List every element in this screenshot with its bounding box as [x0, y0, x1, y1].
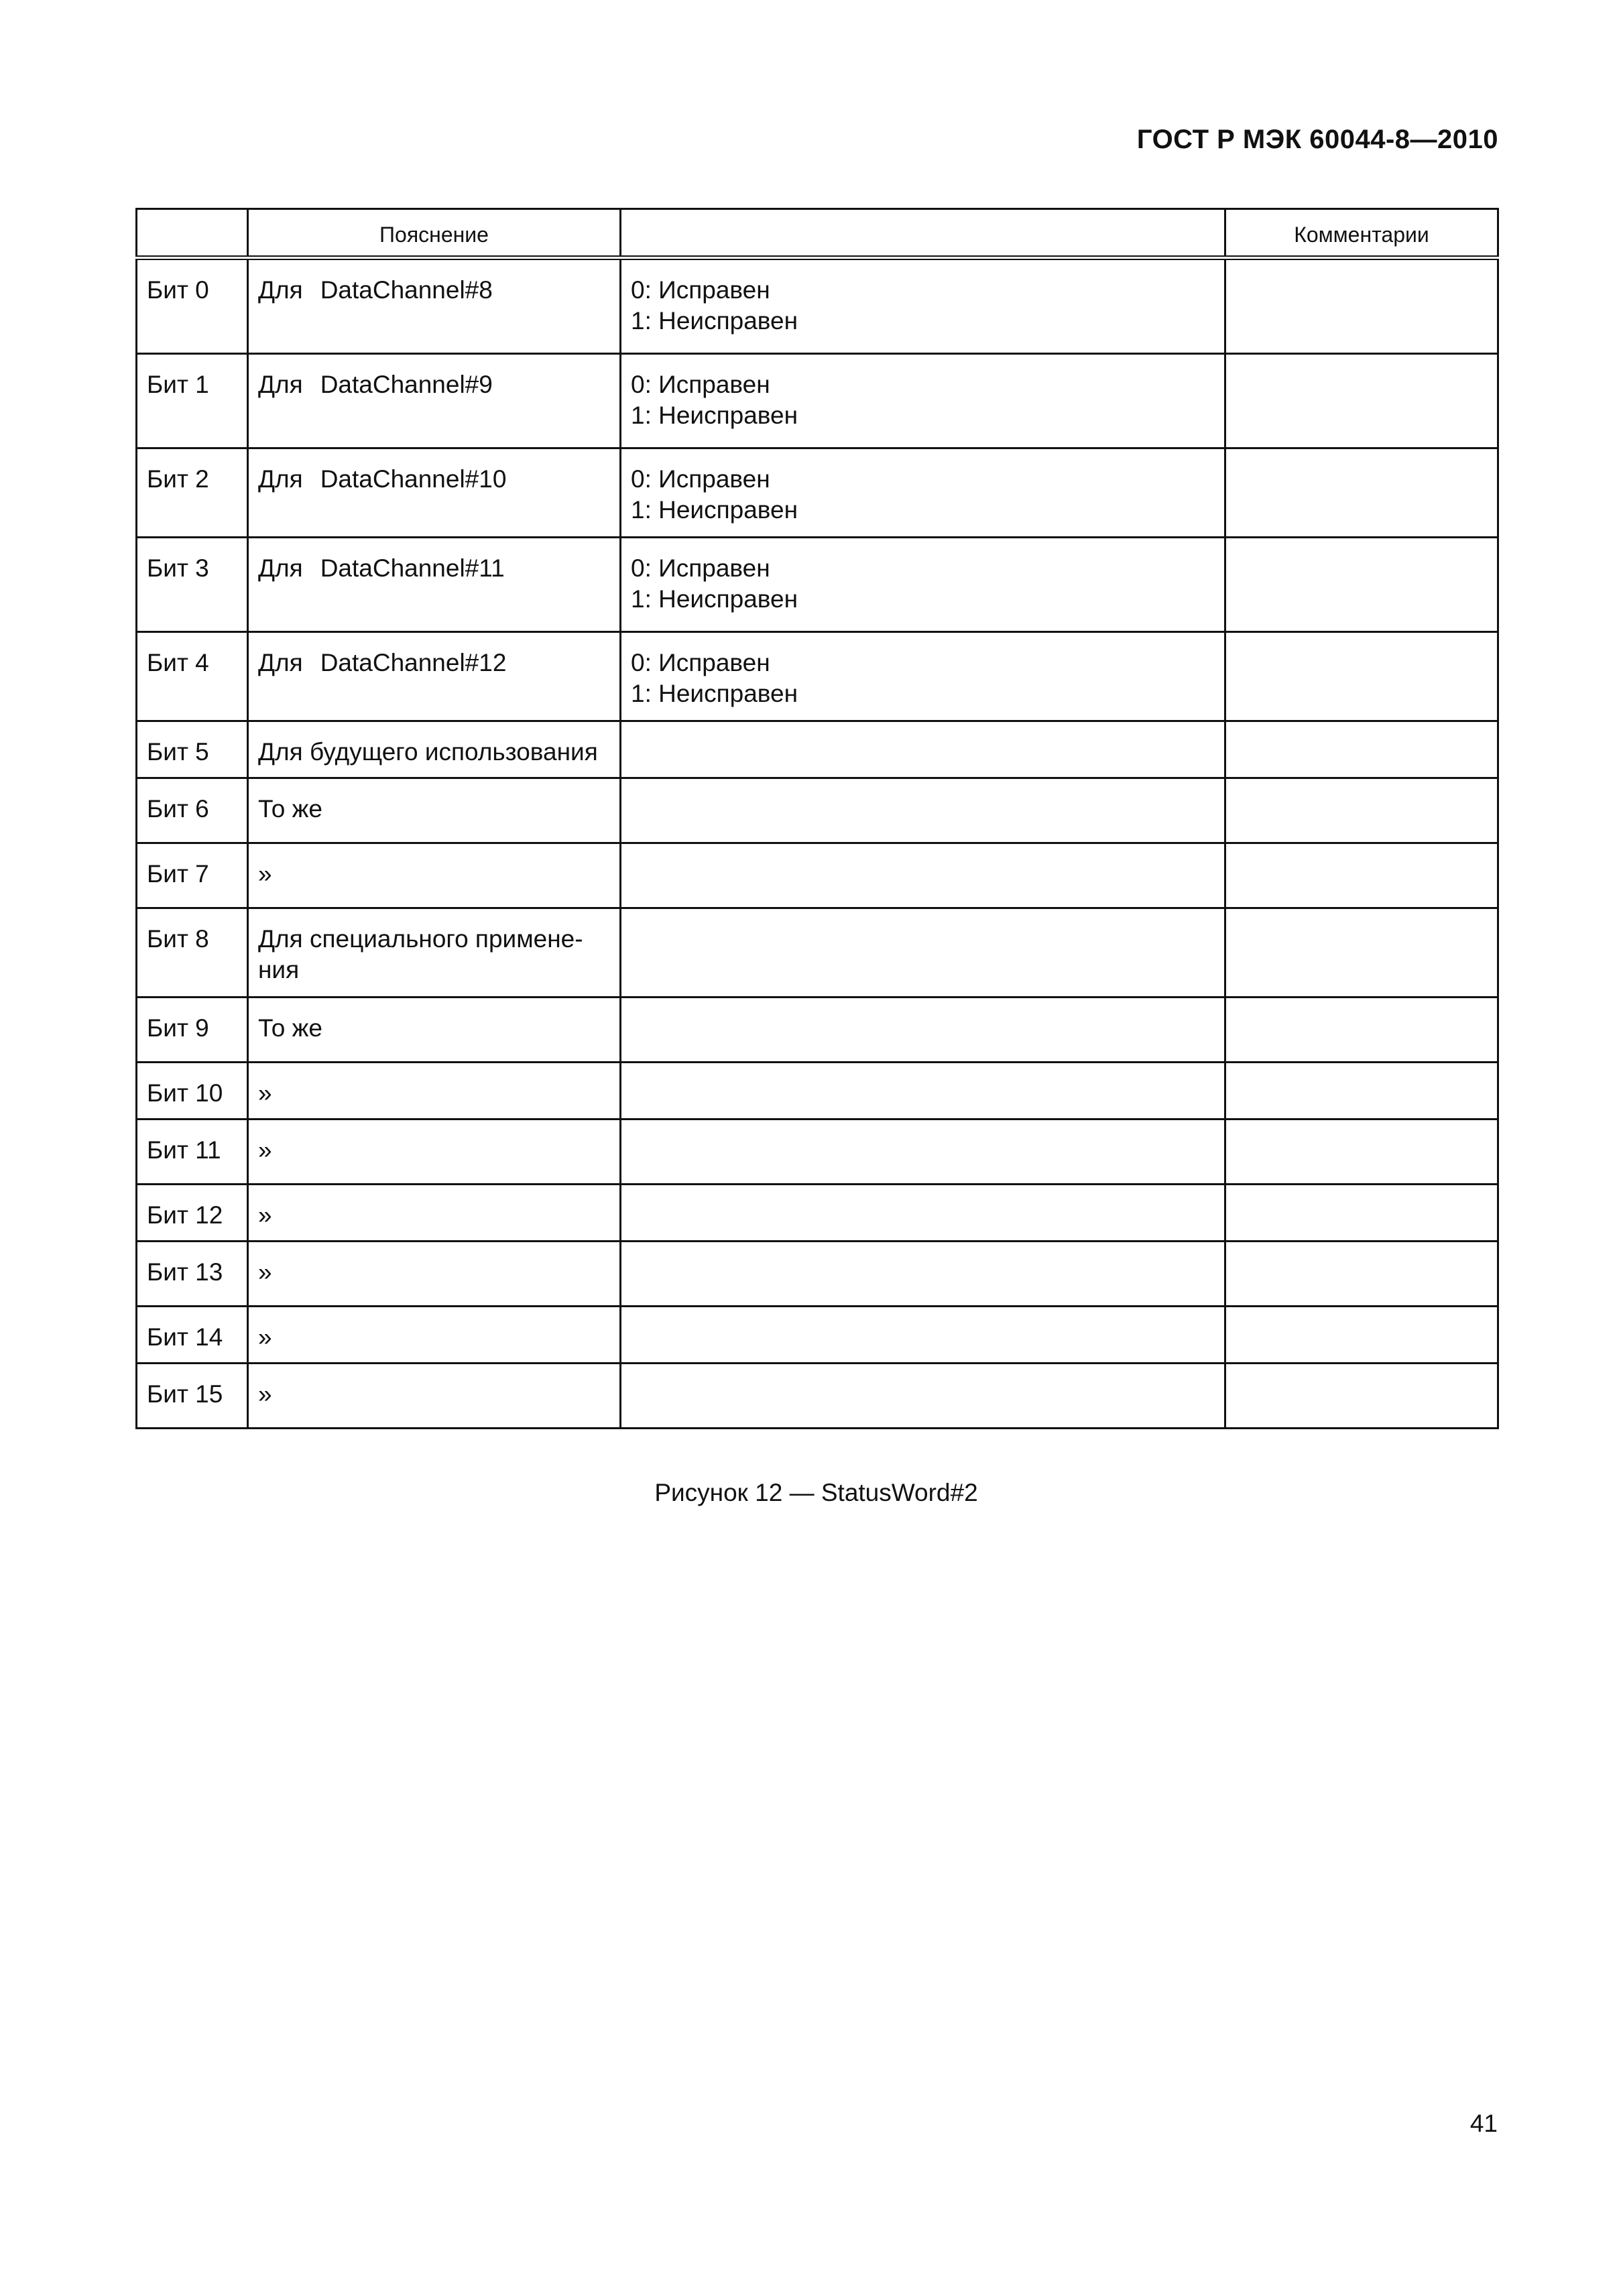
page-number: 41 — [1469, 2110, 1498, 2137]
description-prefix: Для — [258, 554, 303, 582]
values-cell — [621, 1364, 1225, 1429]
comment-cell — [1225, 1242, 1498, 1307]
channel-name: DataChannel#12 — [320, 649, 507, 676]
values-cell — [621, 843, 1225, 908]
value-fault: 1: Неисправен — [631, 585, 798, 613]
column-header-bit — [137, 209, 248, 258]
comment-cell — [1225, 258, 1498, 354]
description-cell: То же — [248, 998, 621, 1063]
table-row — [137, 778, 1498, 843]
description-cell — [248, 538, 621, 632]
comment-cell — [1225, 778, 1498, 843]
description-cell: » — [248, 843, 621, 908]
values-cell — [621, 1307, 1225, 1364]
comment-cell — [1225, 843, 1498, 908]
description-cell: Для будущего использования — [248, 721, 621, 778]
value-fault: 1: Неисправен — [631, 680, 798, 707]
values-cell — [621, 632, 1225, 721]
column-header-explanation: Пояснение — [248, 209, 621, 258]
bit-cell: Бит 6 — [137, 778, 248, 843]
values-cell — [621, 778, 1225, 843]
table-row — [137, 1242, 1498, 1307]
description-cell: » — [248, 1364, 621, 1429]
bit-cell: Бит 1 — [137, 354, 248, 448]
table-row — [137, 721, 1498, 778]
value-fault: 1: Неисправен — [631, 402, 798, 429]
bit-cell: Бит 4 — [137, 632, 248, 721]
channel-name: DataChannel#11 — [320, 554, 505, 582]
column-header-comments: Комментарии — [1225, 209, 1498, 258]
description-cell — [248, 632, 621, 721]
table-row — [137, 1364, 1498, 1429]
values-cell — [621, 1185, 1225, 1242]
bit-cell: Бит 15 — [137, 1364, 248, 1429]
value-ok: 0: Исправен — [631, 465, 770, 493]
description-line-1: Для специального примене- — [258, 925, 583, 953]
bit-cell: Бит 3 — [137, 538, 248, 632]
description-prefix: Для — [258, 465, 303, 493]
comment-cell — [1225, 908, 1498, 998]
table-row — [137, 1063, 1498, 1120]
description-cell — [248, 908, 621, 998]
table-row — [137, 354, 1498, 448]
description-cell: » — [248, 1120, 621, 1185]
values-cell — [621, 721, 1225, 778]
figure-caption: Рисунок 12 — StatusWord#2 — [654, 1479, 978, 1506]
bit-cell: Бит 8 — [137, 908, 248, 998]
comment-cell — [1225, 538, 1498, 632]
description-cell — [248, 354, 621, 448]
table-row — [137, 908, 1498, 998]
values-cell — [621, 1063, 1225, 1120]
table-row — [137, 258, 1498, 354]
table-row — [137, 448, 1498, 538]
bit-cell: Бит 13 — [137, 1242, 248, 1307]
comment-cell — [1225, 1364, 1498, 1429]
table-row — [137, 632, 1498, 721]
values-cell — [621, 538, 1225, 632]
values-cell — [621, 258, 1225, 354]
values-cell — [621, 908, 1225, 998]
description-prefix: Для — [258, 371, 303, 398]
comment-cell — [1225, 632, 1498, 721]
value-fault: 1: Неисправен — [631, 307, 798, 335]
description-cell: » — [248, 1185, 621, 1242]
status-word-table — [135, 208, 1499, 1429]
values-cell — [621, 448, 1225, 538]
bit-cell: Бит 0 — [137, 258, 248, 354]
value-ok: 0: Исправен — [631, 649, 770, 676]
comment-cell — [1225, 1120, 1498, 1185]
description-cell — [248, 258, 621, 354]
description-cell: То же — [248, 778, 621, 843]
bit-cell: Бит 7 — [137, 843, 248, 908]
table-row — [137, 843, 1498, 908]
bit-cell: Бит 9 — [137, 998, 248, 1063]
description-cell: » — [248, 1242, 621, 1307]
description-cell: » — [248, 1307, 621, 1364]
bit-cell: Бит 12 — [137, 1185, 248, 1242]
comment-cell — [1225, 1063, 1498, 1120]
table-header-row — [137, 209, 1498, 258]
value-ok: 0: Исправен — [631, 276, 770, 304]
bit-cell: Бит 11 — [137, 1120, 248, 1185]
channel-name: DataChannel#8 — [320, 276, 493, 304]
table-row — [137, 998, 1498, 1063]
comment-cell — [1225, 1185, 1498, 1242]
values-cell — [621, 354, 1225, 448]
table-row — [137, 1185, 1498, 1242]
values-cell — [621, 1120, 1225, 1185]
comment-cell — [1225, 1307, 1498, 1364]
values-cell — [621, 998, 1225, 1063]
table-row — [137, 1120, 1498, 1185]
description-line-2: ния — [258, 956, 300, 983]
bit-cell: Бит 14 — [137, 1307, 248, 1364]
table-row — [137, 1307, 1498, 1364]
description-prefix: Для — [258, 649, 303, 676]
channel-name: DataChannel#10 — [320, 465, 507, 493]
comment-cell — [1225, 721, 1498, 778]
values-cell — [621, 1242, 1225, 1307]
bit-cell: Бит 10 — [137, 1063, 248, 1120]
bit-cell: Бит 5 — [137, 721, 248, 778]
channel-name: DataChannel#9 — [320, 371, 493, 398]
description-prefix: Для — [258, 276, 303, 304]
column-header-values — [621, 209, 1225, 258]
description-cell — [248, 448, 621, 538]
comment-cell — [1225, 998, 1498, 1063]
value-ok: 0: Исправен — [631, 554, 770, 582]
comment-cell — [1225, 448, 1498, 538]
table-row — [137, 538, 1498, 632]
document-header: ГОСТ Р МЭК 60044-8—2010 — [1136, 125, 1498, 154]
bit-cell: Бит 2 — [137, 448, 248, 538]
value-fault: 1: Неисправен — [631, 496, 798, 524]
description-cell: » — [248, 1063, 621, 1120]
value-ok: 0: Исправен — [631, 371, 770, 398]
comment-cell — [1225, 354, 1498, 448]
